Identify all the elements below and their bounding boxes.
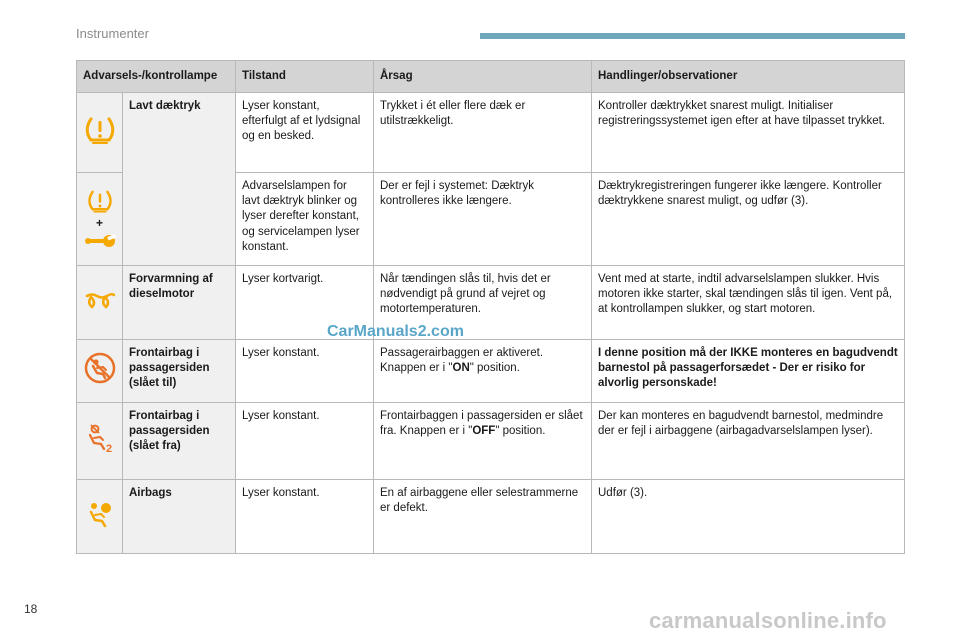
svg-text:2: 2 (105, 443, 112, 456)
cause-button-position: OFF (472, 425, 496, 438)
icon-cell (77, 173, 123, 266)
cause-cell (374, 403, 592, 480)
state-cell: Lyser kortvarigt. (236, 266, 374, 340)
table-row (77, 403, 905, 480)
passenger-airbag-on-icon (83, 351, 117, 385)
table-header-row (77, 61, 905, 93)
cause-cell: En af airbaggene eller selestrammerne er defekt. (374, 480, 592, 554)
cause-text-end: " position. (469, 362, 520, 375)
action-cell: Dæktrykregistreringen fungerer ikke længere. Kontroller dæktrykkene snarest muligt, og udfør (3). (592, 173, 905, 266)
passenger-airbag-off-icon (83, 421, 117, 455)
state-cell: Advarselslampen for lavt dæktryk blinker og lyser derefter konstant, og servicelampen lyser konstant. (236, 173, 374, 266)
cause-cell (374, 340, 592, 403)
icon-cell (77, 266, 123, 340)
tyre-pressure-icon (83, 187, 117, 215)
airbag-icon (83, 497, 117, 531)
state-cell: Lyser konstant. (236, 340, 374, 403)
cause-text: Passagerairbaggen er aktiveret. Knappen er i " (380, 347, 544, 375)
tyre-pressure-icon (83, 113, 117, 147)
lamp-name: Lavt dæktryk (123, 93, 236, 266)
page-number: 18 (24, 602, 38, 616)
icon-cell (77, 93, 123, 173)
column-header-state: Tilstand (236, 61, 374, 93)
lamp-name: Frontairbag i passagersiden (slået til) (123, 340, 236, 403)
state-cell: Lyser konstant, efterfulgt af et lydsignal og en besked. (236, 93, 374, 173)
table-row (77, 266, 905, 340)
icon-cell (77, 403, 123, 480)
watermark-link[interactable]: CarManuals2.com (327, 323, 464, 340)
watermark-footer: carmanualsonline.info (649, 608, 887, 633)
icon-cell (77, 340, 123, 403)
action-cell: Vent med at starte, indtil advarselslampen slukker. Hvis motoren ikke starter, skal tændingen slås til igen. Vent på, at kontrollampen slukker, og start motoren. (592, 266, 905, 340)
table-row (77, 480, 905, 554)
column-header-lamp: Advarsels-/kontrollampe (77, 61, 236, 93)
cause-cell: Når tændingen slås til, hvis det er nødvendigt på grund af vejret og motortemperaturen. (374, 266, 592, 340)
state-cell: Lyser konstant. (236, 480, 374, 554)
cause-text-end: " position. (495, 425, 546, 438)
table-row (77, 340, 905, 403)
lamp-name: Frontairbag i passagersiden (slået fra) (123, 403, 236, 480)
cause-cell: Trykket i ét eller flere dæk er utilstrækkeligt. (374, 93, 592, 173)
action-cell: Der kan monteres en bagudvendt barnestol, medmindre der er fejl i airbaggene (airbagadvarselslampen lyser). (592, 403, 905, 480)
cause-button-position: ON (452, 362, 470, 375)
lamp-name: Forvarmning af dieselmotor (123, 266, 236, 340)
cause-text: Frontairbaggen i passagersiden er slået fra. Knappen er i " (380, 410, 583, 438)
action-cell: Udfør (3). (592, 480, 905, 554)
action-cell: Kontroller dæktrykket snarest muligt. Initialiser registreringssystemet igen efter at have tilpasset trykket. (592, 93, 905, 173)
cause-cell: Der er fejl i systemet: Dæktryk kontrolleres ikke længere. (374, 173, 592, 266)
warning-lamps-table (76, 60, 905, 554)
column-header-cause: Årsag (374, 61, 592, 93)
section-title: Instrumenter (76, 26, 149, 41)
glow-plug-icon (83, 283, 117, 317)
column-header-action: Handlinger/observationer (592, 61, 905, 93)
action-cell: I denne position må der IKKE monteres en bagudvendt barnestol på passagerforsædet - Der er risiko for alvorlig personskade! (592, 340, 905, 403)
wrench-icon (83, 231, 117, 251)
icon-cell (77, 480, 123, 554)
table-row (77, 93, 905, 173)
title-accent-bar (480, 33, 905, 39)
plus-sign: + (95, 216, 103, 230)
lamp-name: Airbags (123, 480, 236, 554)
state-cell: Lyser konstant. (236, 403, 374, 480)
